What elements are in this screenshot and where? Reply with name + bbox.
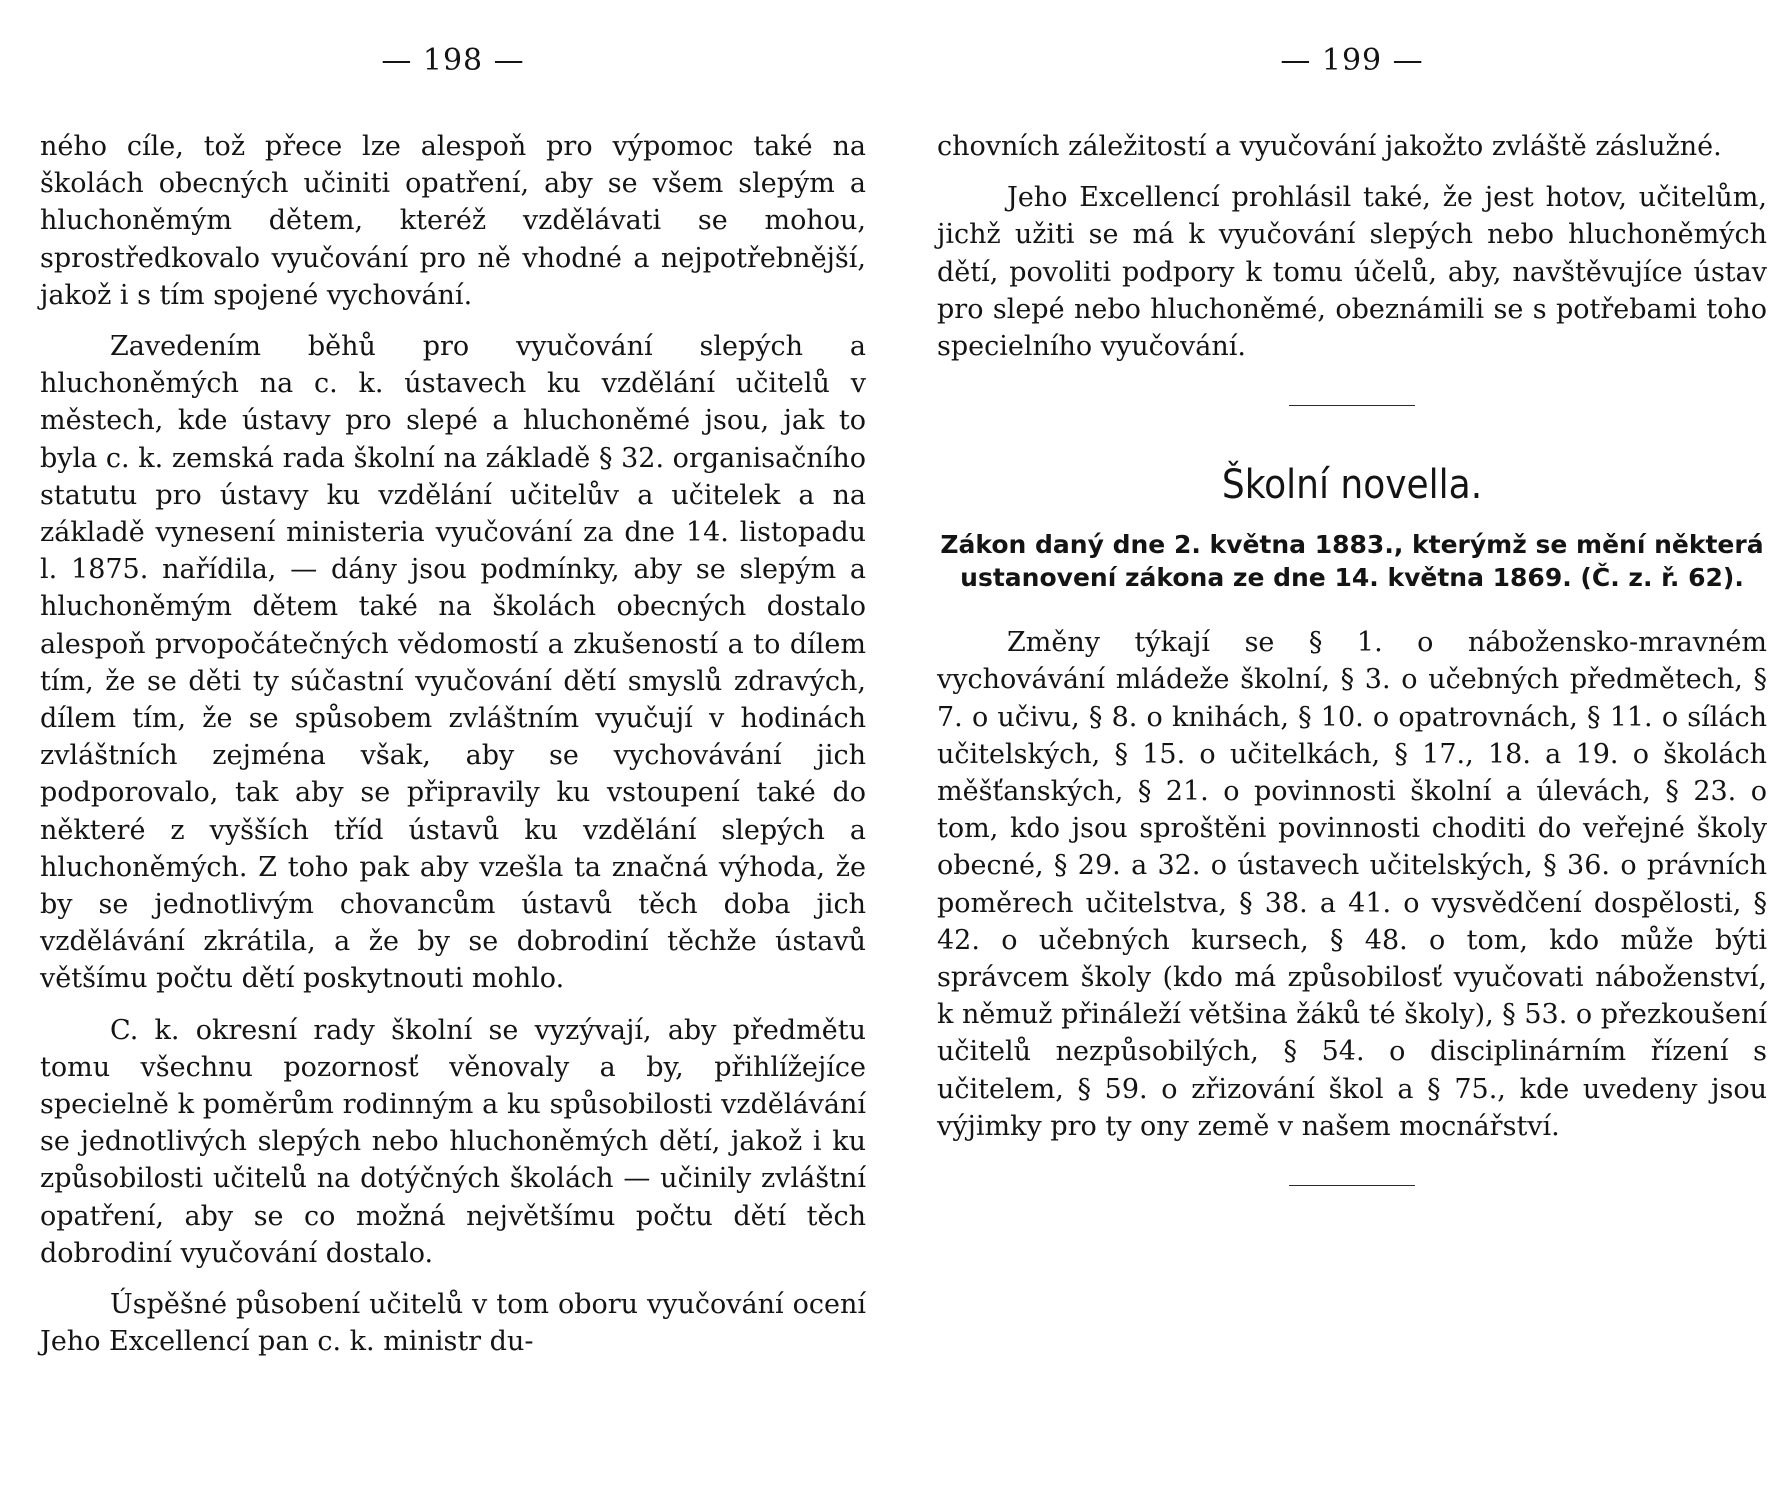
left-page: [40, 0, 866, 1500]
left-paragraph-1: ného cíle, tož přece lze alespoň pro výpomoc také na školách obecných učiniti opatření, aby se všem slepým a hluchoněmým dětem, kteréž vzdělávati se mohou, sprostředkovalo vyučování pro ně vhodné a nejpotřebnější, jakož i s tím spojené vychování.: [40, 131, 866, 311]
left-paragraph-2: Zavedením běhů pro vyučování slepých a hluchoněmých na c. k. ústavech ku vzdělání učitelů v městech, kde ústavy pro slepé a hluchoněmé jsou, jak to byla c. k. zemská rada školní na základě § 32. organisačního statutu pro ústavy ku vzdělání učitelův a učitelek a na základě vynesení ministeria vyučování za dne 14. listopadu l. 1875. nařídila, — dány jsou podmínky, aby se slepým a hluchoněmým dětem také na školách obecných dostalo alespoň prvopočátečných vědomostí a zkušeností a to dílem tím, že se děti ty súčastní vyučování dětí smyslů zdravých, dílem tím, že se spůsobem zvláštním vyučují v hodinách zvláštních zejména však, aby se vychovávání jich podporovalo, tak aby se připravily ku vstoupení také do některé z vyšších tříd ústavů ku vzdělání slepých a hluchoněmých. Z toho pak aby vzešla ta značná výhoda, že by se jednotlivým chovancům ústavů těch doba jich vzdělávání zkrátila, a že by se dobrodiní těchže ústavů většímu počtu dětí poskytnouti mohlo.: [40, 331, 866, 995]
right-paragraph-1: chovních záležitostí a vyučování jakožto zvláště záslužné.: [937, 131, 1722, 162]
right-page: [937, 0, 1767, 1500]
page-number-left: — 198 —: [381, 43, 525, 78]
section-subtitle: Zákon daný dne 2. května 1883., kterýmž se mění některá ustanovení zákona ze dne 14. května 1869. (Č. z. ř. 62).: [940, 530, 1764, 593]
section-title: Školní novella.: [1221, 462, 1483, 509]
page-number-right: — 199 —: [1280, 43, 1424, 78]
section-separator-top: [1289, 405, 1415, 406]
right-paragraph-2: Jeho Excellencí prohlásil také, že jest hotov, učitelům, jichž užiti se má k vyučování slepých nebo hluchoněmých dětí, povoliti podpory k tomu účelů, aby, navštěvujíce ústav pro slepé nebo hluchoněmé, obeznámili se s potřebami toho specielního vyučování.: [937, 182, 1767, 363]
left-paragraph-3: C. k. okresní rady školní se vyzývají, aby předmětu tomu všechnu pozornosť věnovaly a by, přihlížejíce specielně k poměrům rodinným a ku spůsobilosti vzdělávání se jednotlivých slepých nebo hluchoněmých dětí, jakož i ku způsobilosti učitelů na dotýčných školách — učinily zvláštní opatření, aby se co možná největšímu počtu dětí těch dobrodiní vyučování dostalo.: [40, 1014, 866, 1269]
right-page-text: [937, 128, 1767, 1234]
left-paragraph-4: Úspěšné působení učitelů v tom oboru vyučování ocení Jeho Excellencí pan c. k. ministr du-: [40, 1289, 866, 1358]
section-paragraph: Změny týkají se § 1. o nábožensko-mravném vychovávání mládeže školní, § 3. o učebných předmětech, § 7. o učivu, § 8. o knihách, § 10. o opatrovnách, § 11. o sílách učitelských, § 15. o učitelkách, § 17., 18. a 19. o školách měšťanských, § 21. o povinnosti školní a úlevách, § 23. o tom, kdo jsou sproštěni povinnosti choditi do veřejné školy obecné, § 29. a 32. o ústavech učitelských, § 36. o právních poměrech učitelstva, § 38. a 41. o vysvědčení dospělosti, § 42. o učebných kursech, § 48. o tom, kdo může býti správcem školy (kdo má způsobilosť vyučovati náboženství, k němuž přináleží většina žáků té školy), § 53. o přezkoušení učitelů nezpůsobilých, § 54. o disciplinárním řízení s učitelem, § 59. o zřizování škol a § 75., kde uvedeny jsou výjimky pro ty ony země v našem mocnářství.: [937, 627, 1767, 1142]
section-separator-bottom: [1289, 1185, 1415, 1186]
left-page-text: [40, 128, 866, 1375]
